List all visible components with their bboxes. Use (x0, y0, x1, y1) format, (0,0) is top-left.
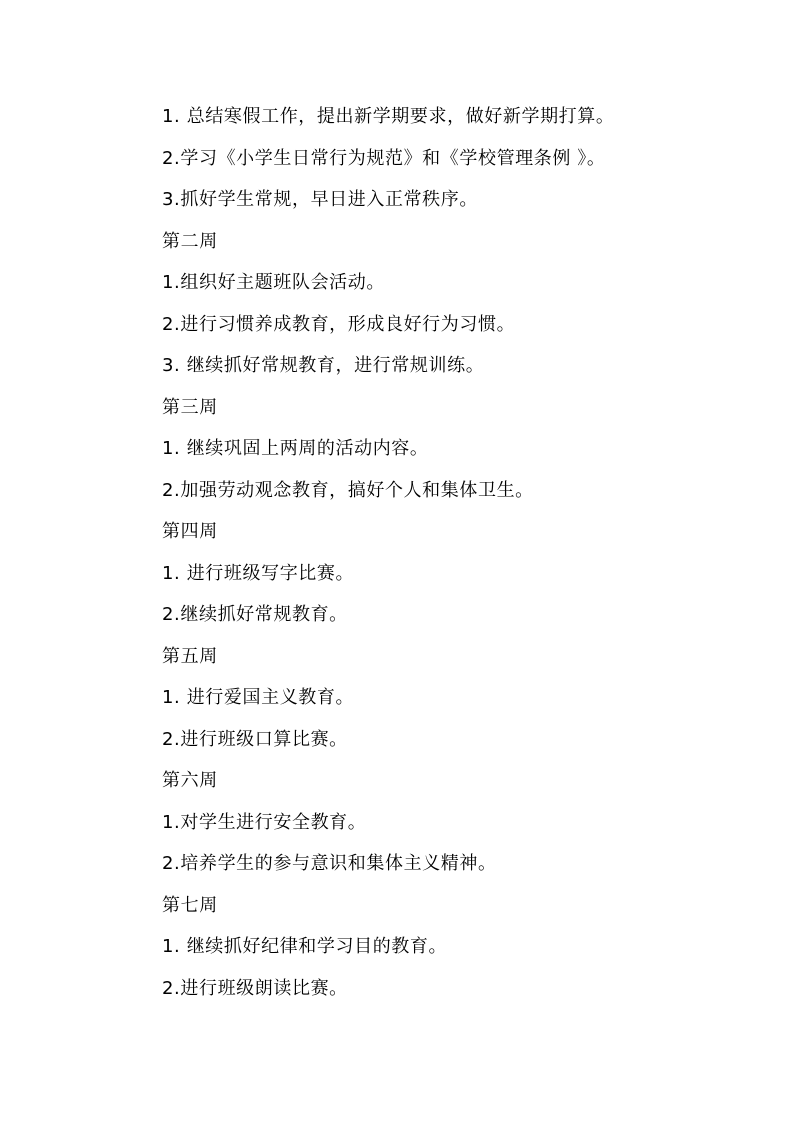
list-item: 2.继续抓好常规教育。 (162, 604, 348, 625)
list-item: 3. 继续抓好常规教育，进行常规训练。 (162, 355, 485, 376)
list-item: 1. 总结寒假工作，提出新学期要求，做好新学期打算。 (162, 106, 615, 127)
list-item: 2.培养学生的参与意识和集体主义精神。 (162, 853, 497, 874)
list-item: 1.组织好主题班队会活动。 (162, 272, 385, 293)
list-item: 2.进行习惯养成教育，形成良好行为习惯。 (162, 313, 516, 335)
week-heading: 第六周 (162, 770, 218, 791)
week-heading: 第七周 (162, 894, 218, 916)
list-item: 2.进行班级口算比赛。 (162, 728, 348, 750)
list-item: 2.学习《小学生日常行为规范》和《学校管理条例 》。 (162, 147, 606, 169)
list-item: 1. 继续巩固上两周的活动内容。 (162, 438, 429, 459)
list-item: 1. 继续抓好纪律和学习目的教育。 (162, 936, 448, 957)
list-item: 2.进行班级朗读比赛。 (162, 977, 348, 999)
week-heading: 第二周 (162, 230, 218, 252)
list-item: 3.抓好学生常规，早日进入正常秩序。 (162, 189, 478, 210)
document-body (162, 102, 722, 1015)
week-heading: 第三周 (162, 396, 218, 418)
list-item: 1.对学生进行安全教育。 (162, 811, 367, 833)
list-item: 1. 进行爱国主义教育。 (162, 687, 355, 708)
week-heading: 第四周 (162, 521, 218, 542)
list-item: 1. 进行班级写字比赛。 (162, 562, 355, 584)
week-heading: 第五周 (162, 645, 218, 667)
list-item: 2.加强劳动观念教育，搞好个人和集体卫生。 (162, 479, 534, 501)
